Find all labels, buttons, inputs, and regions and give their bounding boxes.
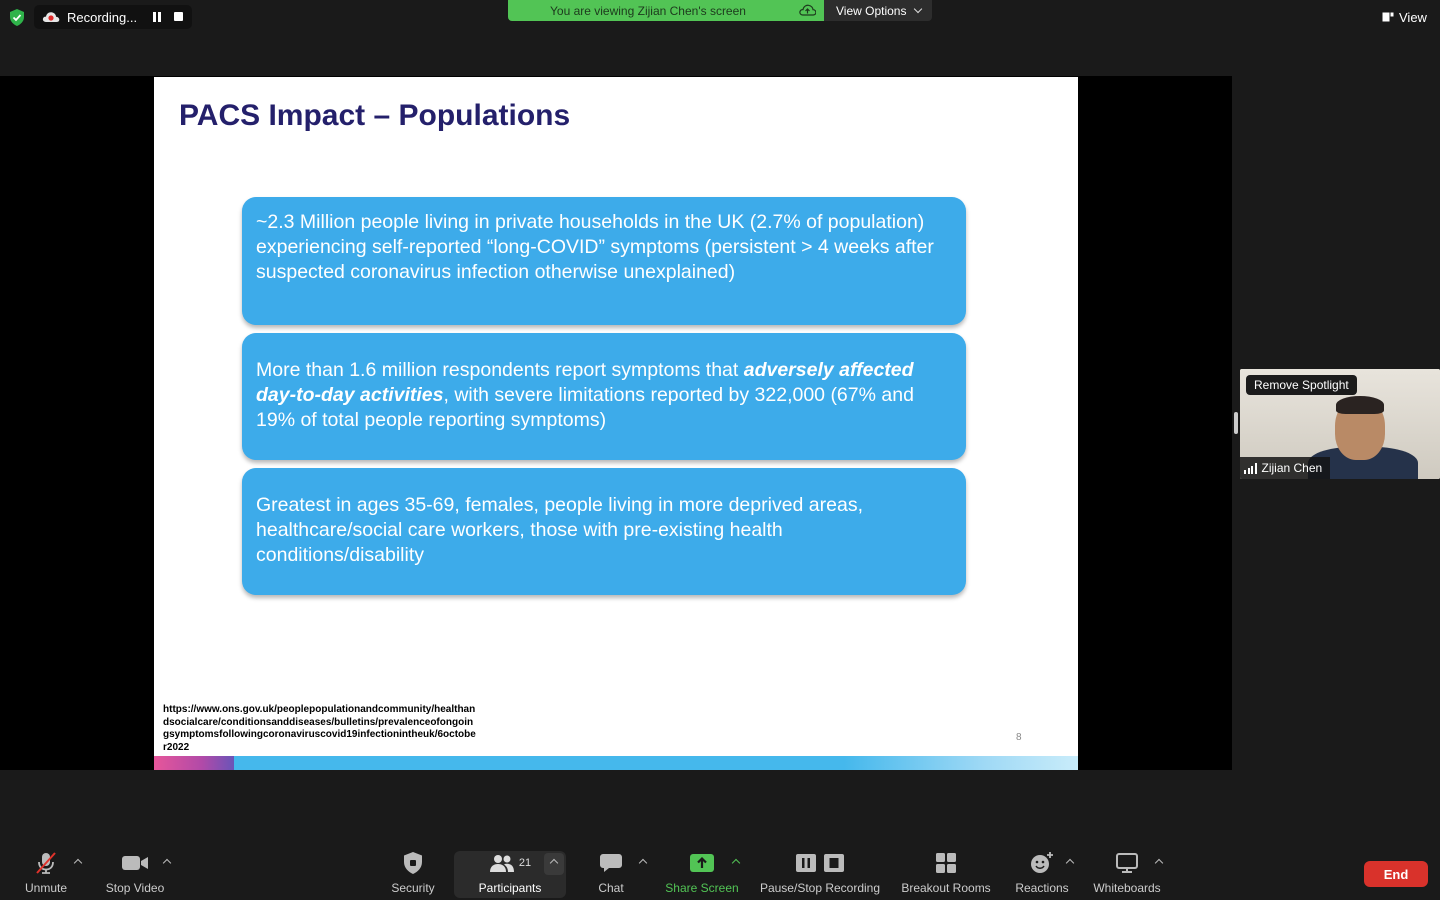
end-meeting-button[interactable]: End	[1364, 861, 1428, 887]
view-options-dropdown[interactable]	[824, 0, 932, 21]
participants-button[interactable]	[470, 846, 550, 900]
slide-footer-decoration	[154, 756, 1078, 770]
pause-icon	[795, 853, 817, 873]
participants-count: 21	[518, 857, 532, 869]
callout-emphasis: adversely affected day-to-day activities	[256, 359, 914, 406]
reactions-label: Reactions	[1015, 881, 1069, 895]
share-screen-button[interactable]	[662, 846, 742, 900]
callout-text: , with severe limitations reported by 322,000 (67% and 19% of total people reporting symptoms)	[256, 384, 914, 431]
callout-text: Greatest in ages 35-69, females, people living in more deprived areas, healthcare/social care workers, those with pre-existing health conditions/disability	[256, 494, 864, 566]
footer-accent-light	[844, 756, 1078, 770]
audio-options-caret-icon[interactable]	[74, 859, 82, 867]
security-button[interactable]	[388, 846, 438, 900]
breakout-rooms-button[interactable]	[898, 846, 994, 900]
footer-accent-pink	[154, 756, 234, 770]
slide-page-number: 8	[1016, 732, 1022, 743]
slide-callout-box	[242, 333, 966, 460]
chevron-down-icon	[914, 4, 922, 12]
callout-text: ~2.3 Million people living in private households in the UK (2.7% of population) experiencing self-reported “long-COVID” symptoms (persistent > 4 weeks after suspected coronavirus infection otherwise unexplained)	[256, 211, 934, 283]
viewing-banner-text: You are viewing Zijian Chen's screen	[550, 3, 746, 18]
reactions-smiley-icon	[1029, 851, 1055, 875]
remove-spotlight-button[interactable]: Remove Spotlight	[1246, 375, 1357, 395]
unmute-label: Unmute	[24, 881, 68, 895]
breakout-rooms-label: Breakout Rooms	[901, 881, 991, 895]
encryption-shield-icon[interactable]	[9, 9, 25, 26]
view-options-label: View Options	[836, 3, 907, 18]
microphone-muted-icon	[33, 850, 59, 876]
participant-name-tag	[1240, 457, 1330, 479]
chat-button[interactable]	[594, 846, 628, 900]
pause-stop-recording-button[interactable]	[756, 846, 884, 900]
stop-icon	[823, 853, 845, 873]
slide-title: PACS Impact – Populations	[179, 99, 571, 132]
view-label: View	[1399, 9, 1427, 25]
stop-recording-icon[interactable]	[174, 12, 183, 21]
participants-label: Participants	[478, 881, 542, 895]
view-button[interactable]	[1374, 6, 1434, 28]
share-screen-icon	[689, 853, 715, 873]
meeting-top-bar	[0, 0, 1440, 36]
participant-video-hair	[1336, 396, 1384, 414]
recording-label: Recording...	[67, 9, 138, 25]
shared-screen-area	[0, 76, 1232, 770]
presentation-slide	[154, 77, 1078, 770]
panel-resize-handle[interactable]	[1234, 412, 1238, 434]
unmute-button[interactable]	[22, 846, 70, 900]
security-label: Security	[391, 881, 435, 895]
spotlight-video-tile[interactable]	[1240, 369, 1440, 479]
source-citation: https://www.ons.gov.uk/peoplepopulationandcommunity/healthandsocialcare/conditionsanddiseases/bulletins/prevalenceofongoingsymptomsfollowingcoronaviruscovid19infectionintheuk/6october2022	[163, 704, 476, 753]
stop-video-label: Stop Video	[105, 881, 165, 895]
whiteboards-button[interactable]	[1090, 846, 1164, 900]
cloud-upload-icon	[799, 4, 816, 16]
share-screen-label: Share Screen	[665, 881, 739, 895]
slide-callout-box	[242, 468, 966, 595]
reactions-button[interactable]	[1012, 846, 1072, 900]
slide-callout-box	[242, 197, 966, 325]
chat-options-caret-icon[interactable]	[639, 859, 647, 867]
security-shield-icon	[402, 851, 424, 875]
video-camera-icon	[121, 853, 149, 873]
callout-text: More than 1.6 million respondents report symptoms that	[256, 359, 744, 381]
view-layout-icon	[1382, 11, 1394, 23]
whiteboards-label: Whiteboards	[1093, 881, 1161, 895]
recording-indicator	[34, 5, 192, 29]
pause-stop-recording-label: Pause/Stop Recording	[759, 881, 881, 895]
participants-icon	[489, 853, 515, 873]
pause-recording-icon[interactable]	[152, 12, 162, 22]
viewing-screen-banner	[508, 0, 824, 21]
participant-name: Zijian Chen	[1261, 461, 1323, 475]
meeting-controls-toolbar	[0, 846, 1440, 900]
chat-label: Chat	[598, 881, 624, 895]
stop-video-button[interactable]	[102, 846, 168, 900]
cloud-recording-icon	[42, 11, 60, 23]
chat-bubble-icon	[599, 852, 623, 874]
whiteboard-icon	[1115, 852, 1139, 874]
breakout-rooms-icon	[935, 852, 957, 874]
connection-strength-icon	[1244, 463, 1257, 474]
